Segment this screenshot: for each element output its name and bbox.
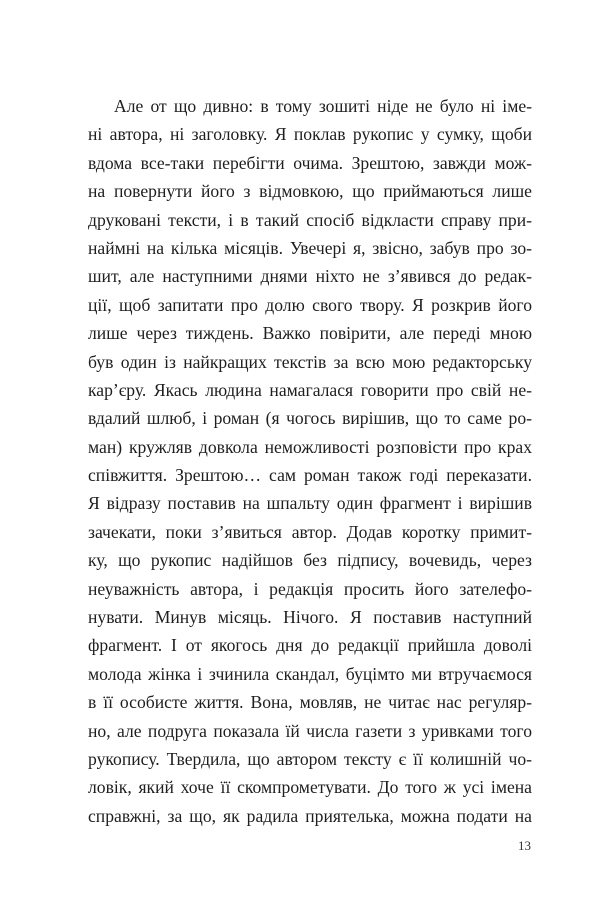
text-line: ман) кружляв довкола неможливості розповісти про крах — [88, 436, 532, 457]
text-line: нувати. Минув місяць. Нічого. Я поставив наступний — [88, 607, 532, 628]
text-line: рукопису. Твердила, що автором тексту є її колишній чо- — [88, 748, 532, 769]
text-line: шит, але наступними днями ніхто не з’явився до редак- — [88, 266, 532, 287]
text-line: ловік, який хоче її скомпрометувати. До того ж усі імена — [88, 777, 532, 798]
text-line: в її особисте життя. Вона, мовляв, не читає нас регуляр- — [88, 692, 532, 713]
text-line: ції, щоб запитати про долю свого твору. Я розкрив його — [88, 294, 532, 315]
text-line: лише через тиждень. Важко повірити, але переді мною — [88, 323, 532, 344]
text-line: вдалий шлюб, і роман (я чогось вирішив, що то саме ро- — [88, 408, 532, 429]
text-line: ку, що рукопис надійшов без підпису, вочевидь, через — [88, 550, 532, 571]
text-line: був один із найкращих текстів за всю мою редакторську — [88, 351, 532, 372]
text-line: но, але подруга показала їй числа газети з уривками того — [88, 720, 532, 741]
text-line: наймні на кілька місяців. Увечері я, звісно, забув про зо- — [88, 237, 532, 258]
text-line: неуважність автора, і редакція просить його зателефо- — [88, 578, 532, 599]
text-line: на повернути його з відмовкою, що приймаються лише — [88, 181, 532, 202]
text-line: Але от що дивно: в тому зошиті ніде не було ні іме- — [114, 96, 532, 116]
text-line: друковані тексти, і в такий спосіб відкласти справу при- — [88, 209, 532, 230]
body-text — [88, 92, 532, 830]
text-line: кар’єру. Якась людина намагалася говорити про свій не- — [88, 379, 532, 400]
text-line: співжиття. Зрештою… сам роман також годі переказати. — [88, 465, 532, 486]
text-line: фрагмент. І от якогось дня до редакції прийшла доволі — [88, 635, 532, 656]
text-line: молода жінка і зчинила скандал, буцімто ми втручаємося — [88, 663, 532, 684]
text-line: Я відразу поставив на шпальту один фрагмент і вирішив — [88, 493, 532, 514]
page-number: 13 — [518, 838, 531, 853]
text-line: справжні, за що, як радила приятелька, можна подати на — [88, 805, 532, 826]
text-line: зачекати, поки з’явиться автор. Додав коротку примит- — [88, 521, 532, 542]
text-line: вдома все-таки перебігти очима. Зрештою, завжди мож- — [88, 152, 532, 173]
text-line: ні автора, ні заголовку. Я поклав рукопис у сумку, щоби — [88, 124, 532, 145]
